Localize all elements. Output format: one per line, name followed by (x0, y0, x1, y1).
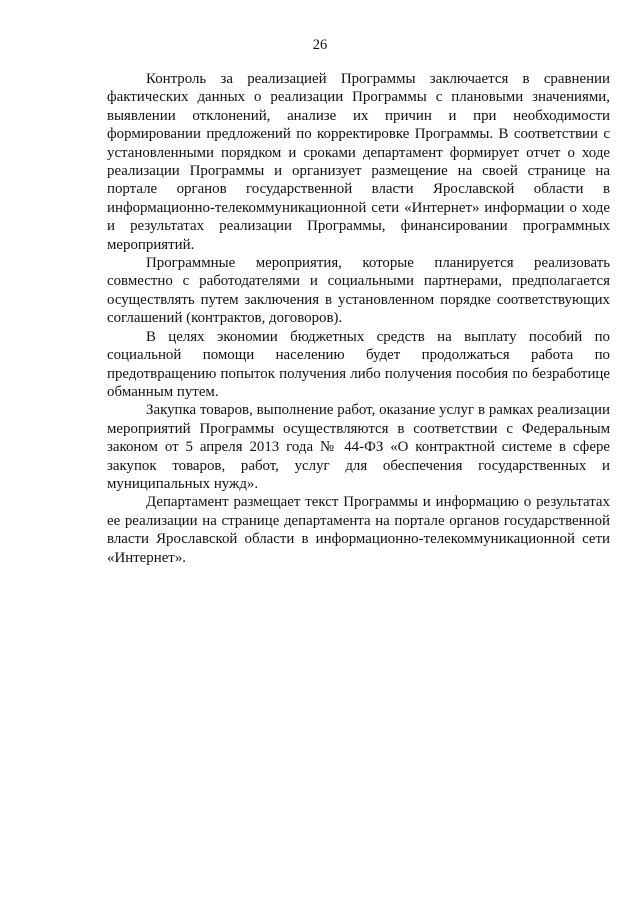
document-body (107, 70, 610, 567)
paragraph-procurement: Закупка товаров, выполнение работ, оказание услуг в рамках реализации мероприятий Программы осуществляются в соответствии с Федеральным законом от 5 апреля 2013 года № 44-ФЗ «О контрактной системе в сфере закупок товаров, работ, услуг для обеспечения государственных и муниципальных нужд». (107, 402, 610, 492)
paragraph-publication: Департамент размещает текст Программы и информацию о результатах ее реализации на странице департамента на портале органов государственной власти Ярославской области в информационно-телекоммуникационной сети «Интернет». (107, 494, 610, 566)
page-number: 26 (312, 37, 328, 53)
paragraph-monitoring: Контроль за реализацией Программы заключается в сравнении фактических данных о реализации Программы с плановыми значениями, выявлении отклонений, анализе их причин и при необходимости формировании предложений по корректировке Программы. В соответствии с установленными порядком и сроками департамент формирует отчет о ходе реализации Программы и организует размещение на своей странице на портале органов государственной власти Ярославской области в информационно-телекоммуникационной сети «Интернет» информации о ходе и результатах реализации Программы, финансировании программных мероприятий. (107, 71, 610, 253)
paragraph-program-activities: Программные мероприятия, которые планируется реализовать совместно с работодателями и социальными партнерами, предполагается осуществлять путем заключения в установленном порядке соответствующих соглашений (контрактов, договоров). (107, 255, 610, 327)
paragraph-budget-savings: В целях экономии бюджетных средств на выплату пособий по социальной помощи населению будет продолжаться работа по предотвращению попыток получения либо получения пособия по безработице обманным путем. (107, 328, 610, 400)
